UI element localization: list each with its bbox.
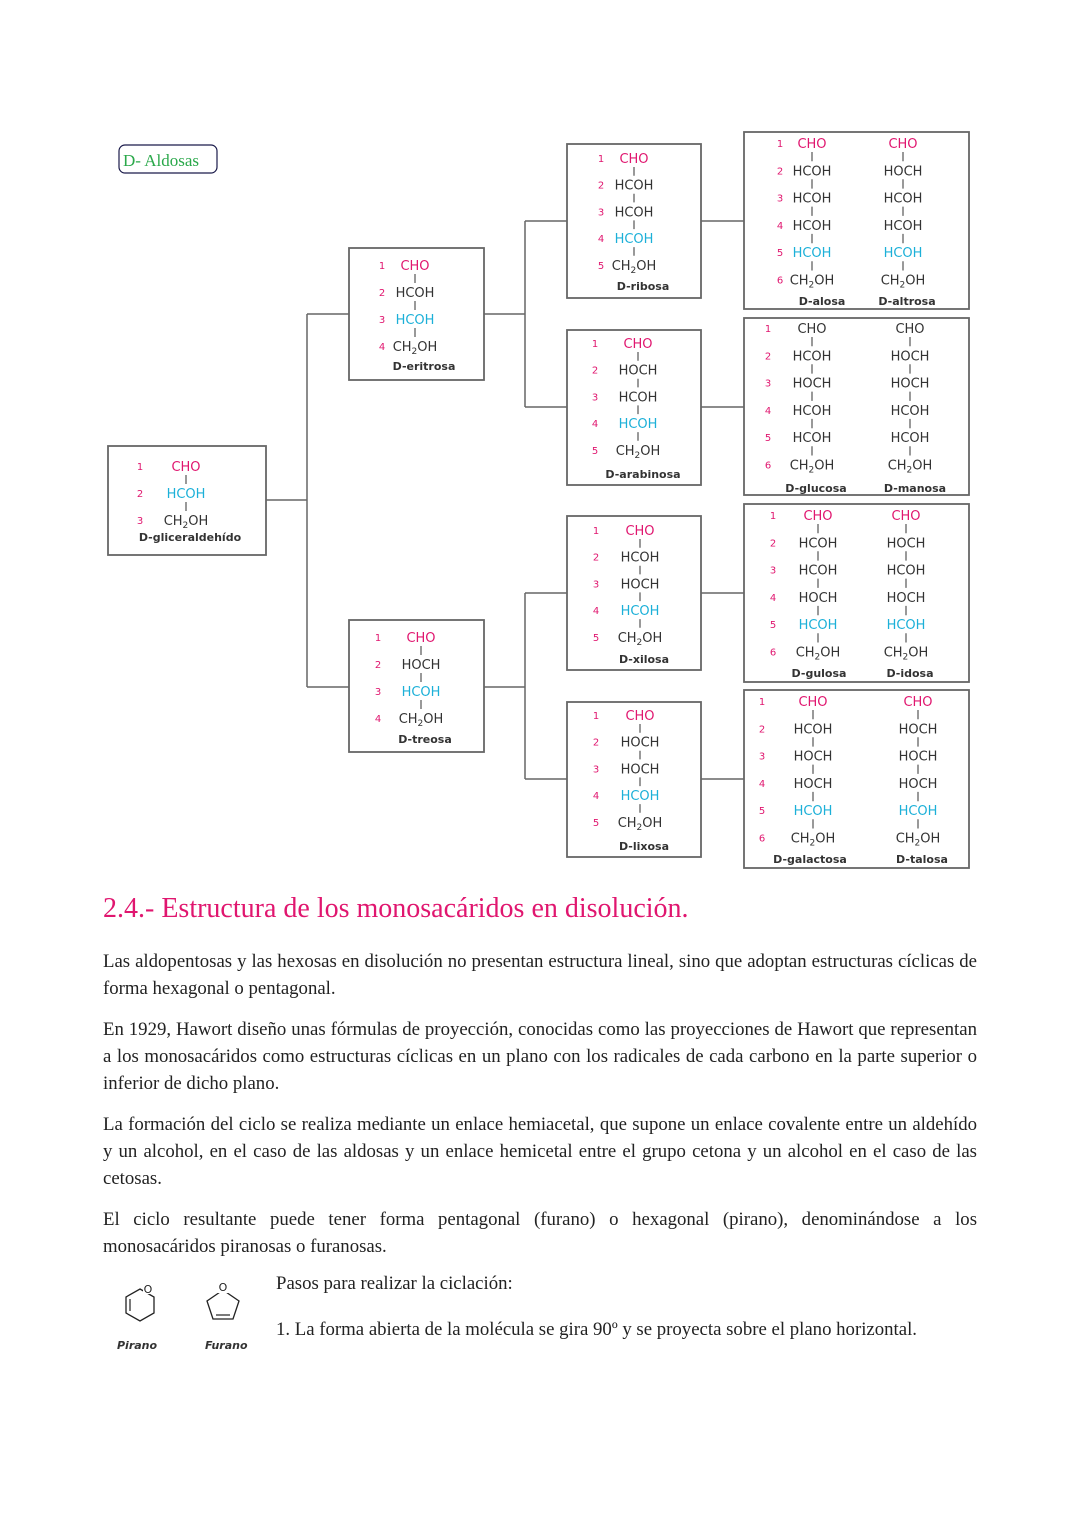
formula-row: CHO bbox=[888, 137, 918, 152]
formula-row: $CH_2OH$ bbox=[789, 273, 835, 291]
carbon-number: 2 bbox=[597, 180, 605, 192]
molecule-treosa bbox=[375, 631, 452, 746]
formula-row: HCOH bbox=[793, 804, 833, 820]
box-lixosa bbox=[567, 702, 701, 857]
molecule-name: D-ribosa bbox=[616, 280, 670, 293]
molecule-arabinosa bbox=[592, 337, 681, 481]
formula-row: CHO bbox=[797, 322, 827, 337]
molecule-name: D-lixosa bbox=[618, 840, 670, 853]
molecule-altrosa bbox=[878, 137, 935, 308]
formula-row: CHO bbox=[619, 152, 649, 167]
formula-row: HCOH bbox=[886, 618, 926, 634]
carbon-number: 2 bbox=[136, 489, 144, 500]
molecules bbox=[137, 137, 948, 866]
formula-row: HOCH bbox=[620, 762, 660, 778]
carbon-number: 3 bbox=[378, 315, 386, 326]
carbon-number: 2 bbox=[758, 724, 766, 736]
molecule-name: D-talosa bbox=[896, 853, 948, 866]
formula-row: HCOH bbox=[618, 417, 658, 433]
molecule-alosa bbox=[777, 137, 846, 308]
formula-row: HCOH bbox=[883, 191, 923, 207]
formula-row: HCOH bbox=[401, 685, 441, 700]
formula-row: HCOH bbox=[883, 246, 923, 262]
formula-row: CHO bbox=[400, 259, 430, 274]
molecule-idosa bbox=[884, 509, 934, 680]
box-arabinosa bbox=[567, 330, 701, 485]
paragraph-2: En 1929, Hawort diseño unas fórmulas de proyección, conocidas como las proyecciones de Hawort que representan a los monosacáridos como estructuras cíclicas en un plano con los radicales de cada carbono en la parte superior o inferior de dicho plano. bbox=[103, 1019, 977, 1094]
formula-row: $CH_2OH$ bbox=[887, 458, 933, 476]
formula-row: HOCH bbox=[618, 363, 658, 379]
carbon-number: 1 bbox=[597, 154, 605, 165]
formula-row: $CH_2OH$ bbox=[795, 645, 841, 663]
formula-row: HCOH bbox=[798, 563, 838, 579]
carbon-number: 4 bbox=[764, 405, 772, 417]
molecule-gulosa bbox=[770, 509, 847, 680]
formula-row: CHO bbox=[798, 695, 828, 710]
carbon-number: 3 bbox=[764, 378, 772, 390]
formula-row: HOCH bbox=[898, 776, 938, 792]
carbon-number: 3 bbox=[758, 751, 766, 763]
carbon-number: 5 bbox=[591, 445, 599, 457]
molecule-name: D-idosa bbox=[886, 667, 934, 680]
formula-row: HCOH bbox=[898, 804, 938, 820]
formula-row: $CH_2OH$ bbox=[163, 514, 209, 531]
formula-row: $CH_2OH$ bbox=[617, 815, 663, 833]
carbon-number: 1 bbox=[136, 462, 144, 473]
carbon-number: 3 bbox=[597, 207, 605, 219]
molecule-talosa bbox=[896, 695, 948, 866]
formula-row: CHO bbox=[797, 137, 827, 152]
carbon-number: 5 bbox=[758, 806, 766, 818]
molecule-eritrosa bbox=[379, 259, 456, 373]
molecule-galactosa bbox=[759, 695, 847, 866]
formula-row: CHO bbox=[171, 460, 201, 475]
formula-row: HOCH bbox=[890, 376, 930, 392]
formula-row: CHO bbox=[625, 709, 655, 724]
furan-ring-icon bbox=[196, 1280, 252, 1330]
molecule-name: D-altrosa bbox=[878, 295, 936, 308]
carbon-number: 2 bbox=[591, 365, 599, 377]
box-glucosa-manosa bbox=[744, 318, 969, 495]
step-1: 1. La forma abierta de la molécula se gira 90º y se proyecta sobre el plano horizontal. bbox=[276, 1319, 918, 1340]
box-xilosa bbox=[567, 516, 701, 670]
paragraph-4: El ciclo resultante puede tener forma pentagonal (furano) o hexagonal (pirano), denominándose a los monosacáridos piranosas o furanosas. bbox=[103, 1209, 977, 1257]
formula-row: HCOH bbox=[890, 403, 930, 419]
box-gulosa-idosa bbox=[744, 504, 969, 682]
formula-row: HCOH bbox=[614, 178, 654, 194]
formula-row: HCOH bbox=[614, 205, 654, 221]
formula-row: HCOH bbox=[618, 390, 658, 406]
pyran-ring-icon bbox=[110, 1280, 170, 1332]
formula-row: CHO bbox=[891, 509, 921, 524]
carbon-number: 1 bbox=[592, 711, 600, 722]
formula-row: HOCH bbox=[792, 376, 832, 392]
formula-row: HOCH bbox=[793, 776, 833, 792]
formula-row: HCOH bbox=[798, 536, 838, 552]
formula-row: HCOH bbox=[792, 191, 832, 207]
carbon-number: 5 bbox=[592, 632, 600, 644]
carbon-number: 3 bbox=[592, 579, 600, 591]
carbon-number: 2 bbox=[592, 552, 600, 564]
molecule-gliceraldehido bbox=[137, 460, 242, 544]
formula-row: HCOH bbox=[792, 431, 832, 447]
molecule-manosa bbox=[884, 322, 946, 495]
carbon-number: 1 bbox=[764, 324, 772, 335]
molecule-lixosa bbox=[593, 709, 669, 853]
formula-row: HOCH bbox=[793, 749, 833, 765]
formula-row: HCOH bbox=[890, 431, 930, 447]
molecule-ribosa bbox=[598, 152, 669, 293]
carbon-number: 1 bbox=[769, 511, 777, 522]
molecule-name: D-gliceraldehído bbox=[138, 531, 242, 544]
formula-row: HOCH bbox=[401, 658, 441, 673]
formula-row: HCOH bbox=[792, 164, 832, 180]
formula-row: HOCH bbox=[890, 349, 930, 365]
carbon-number: 2 bbox=[378, 288, 386, 299]
molecule-name: D-alosa bbox=[798, 295, 846, 308]
carbon-number: 3 bbox=[136, 516, 144, 527]
carbon-number: 4 bbox=[592, 606, 600, 618]
molecule-name: D-glucosa bbox=[785, 482, 847, 495]
molecule-glucosa bbox=[765, 322, 847, 495]
carbon-number: 4 bbox=[769, 592, 777, 604]
connector-lines bbox=[266, 221, 744, 779]
carbon-number: 3 bbox=[592, 764, 600, 776]
carbon-number: 3 bbox=[776, 193, 784, 205]
formula-row: HCOH bbox=[792, 246, 832, 262]
carbon-number: 1 bbox=[591, 339, 599, 350]
formula-row: CHO bbox=[895, 322, 925, 337]
formula-row: $CH_2OH$ bbox=[617, 630, 663, 648]
formula-row: HCOH bbox=[792, 403, 832, 419]
carbon-number: 6 bbox=[764, 460, 772, 472]
molecule-name: D-eritrosa bbox=[392, 360, 456, 373]
formula-row: HCOH bbox=[620, 789, 660, 805]
carbon-number: 5 bbox=[597, 260, 605, 272]
carbon-number: 4 bbox=[378, 342, 386, 353]
formula-row: HOCH bbox=[898, 722, 938, 738]
furan-oxygen-label: O bbox=[218, 1281, 228, 1294]
formula-row: CHO bbox=[803, 509, 833, 524]
molecule-xilosa bbox=[593, 524, 669, 666]
formula-row: HCOH bbox=[792, 349, 832, 365]
formula-row: $CH_2OH$ bbox=[880, 273, 926, 291]
carbon-number: 1 bbox=[758, 697, 766, 708]
carbon-number: 3 bbox=[374, 687, 382, 698]
carbon-number: 5 bbox=[776, 248, 784, 260]
carbon-number: 1 bbox=[776, 139, 784, 150]
formula-row: $CH_2OH$ bbox=[392, 340, 438, 357]
carbon-number: 3 bbox=[591, 392, 599, 404]
molecule-name: D-manosa bbox=[883, 482, 947, 495]
formula-row: HCOH bbox=[620, 550, 660, 566]
steps-title: Pasos para realizar la ciclación: bbox=[276, 1273, 513, 1294]
molecule-name: D-galactosa bbox=[773, 853, 847, 866]
carbon-number: 4 bbox=[597, 234, 605, 246]
molecule-name: D-gulosa bbox=[791, 667, 847, 680]
formula-row: $CH_2OH$ bbox=[611, 258, 657, 276]
formula-row: HCOH bbox=[395, 313, 435, 328]
formula-row: HCOH bbox=[614, 232, 654, 248]
formula-row: HOCH bbox=[898, 749, 938, 765]
formula-row: CHO bbox=[623, 337, 653, 352]
formula-row: CHO bbox=[625, 524, 655, 539]
formula-row: HCOH bbox=[883, 218, 923, 234]
molecule-name: D-arabinosa bbox=[605, 468, 681, 481]
formula-row: HOCH bbox=[883, 164, 923, 180]
formula-row: CHO bbox=[903, 695, 933, 710]
carbon-number: 4 bbox=[758, 778, 766, 790]
carbon-number: 3 bbox=[769, 565, 777, 577]
formula-row: $CH_2OH$ bbox=[790, 831, 836, 849]
pyran-oxygen-label: O bbox=[143, 1283, 153, 1296]
carbon-number: 4 bbox=[591, 419, 599, 431]
carbon-number: 6 bbox=[769, 647, 777, 659]
carbon-number: 5 bbox=[764, 433, 772, 445]
carbon-number: 2 bbox=[374, 660, 382, 671]
formula-row: HOCH bbox=[886, 536, 926, 552]
molecule-name: D-xilosa bbox=[618, 653, 670, 666]
formula-row: $CH_2OH$ bbox=[895, 831, 941, 849]
formula-row: HCOH bbox=[395, 286, 435, 301]
carbon-number: 1 bbox=[378, 261, 386, 272]
carbon-number: 2 bbox=[776, 166, 784, 178]
formula-row: HOCH bbox=[798, 590, 838, 606]
formula-row: $CH_2OH$ bbox=[398, 712, 444, 729]
formula-row: HCOH bbox=[793, 722, 833, 738]
formula-row: HOCH bbox=[620, 735, 660, 751]
section-heading: 2.4.- Estructura de los monosacáridos en disolución. bbox=[103, 893, 689, 924]
diagram-title: D- Aldosas bbox=[123, 151, 200, 170]
formula-row: $CH_2OH$ bbox=[883, 645, 929, 663]
paragraph-1: Las aldopentosas y las hexosas en disolución no presentan estructura lineal, sino que adoptan estructuras cíclicas de forma hexagonal o pentagonal. bbox=[103, 951, 977, 999]
carbon-number: 4 bbox=[776, 220, 784, 232]
molecule-boxes bbox=[108, 132, 969, 868]
carbon-number: 6 bbox=[776, 275, 784, 287]
carbon-number: 4 bbox=[592, 791, 600, 803]
formula-row: HCOH bbox=[886, 563, 926, 579]
paragraph-3: La formación del ciclo se realiza mediante un enlace hemiacetal, que supone un enlace covalente entre un aldehído y un alcohol, en el caso de las aldosas y un enlace hemicetal entre el grupo cetona y un alcohol en el caso de las cetosas. bbox=[103, 1114, 977, 1189]
carbon-number: 6 bbox=[758, 833, 766, 845]
formula-row: $CH_2OH$ bbox=[615, 443, 661, 461]
carbon-number: 2 bbox=[764, 351, 772, 363]
furan-label: Furano bbox=[205, 1339, 248, 1352]
carbon-number: 2 bbox=[592, 737, 600, 749]
formula-row: HCOH bbox=[798, 618, 838, 634]
title-badge bbox=[119, 145, 217, 173]
carbon-number: 5 bbox=[592, 817, 600, 829]
carbon-number: 5 bbox=[769, 620, 777, 632]
carbon-number: 1 bbox=[374, 633, 382, 644]
carbon-number: 4 bbox=[374, 714, 382, 725]
pyran-label: Pirano bbox=[117, 1339, 158, 1352]
formula-row: $CH_2OH$ bbox=[789, 458, 835, 476]
formula-row: HOCH bbox=[886, 590, 926, 606]
formula-row: HCOH bbox=[792, 218, 832, 234]
formula-row: HCOH bbox=[166, 487, 206, 502]
carbon-number: 1 bbox=[592, 526, 600, 537]
carbon-number: 2 bbox=[769, 538, 777, 550]
formula-row: HOCH bbox=[620, 577, 660, 593]
formula-row: CHO bbox=[406, 631, 436, 646]
molecule-name: D-treosa bbox=[398, 733, 452, 746]
formula-row: HCOH bbox=[620, 604, 660, 620]
